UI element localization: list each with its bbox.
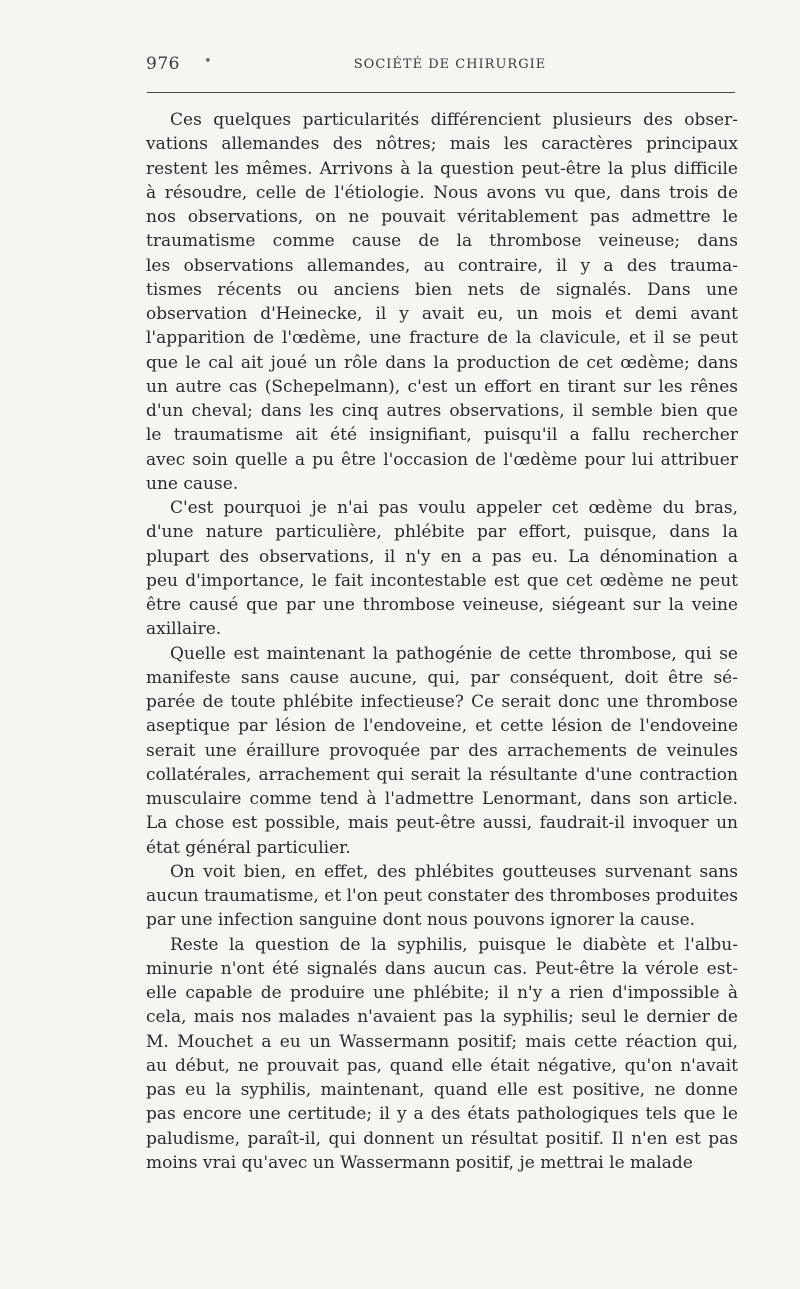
text-line: le traumatisme ait été insignifiant, puisqu'il a fallu rechercher — [146, 425, 738, 446]
text-line: elle capable de produire une phlébite; il n'y a rien d'impossible à — [146, 983, 738, 1003]
text-line: une cause. — [146, 473, 239, 494]
text-line: manifeste sans cause aucune, qui, par conséquent, doit être sé- — [146, 667, 738, 688]
text-line: musculaire comme tend à l'admettre Lenormant, dans son article. — [146, 789, 738, 809]
text-line: aseptique par lésion de l'endoveine, et cette lésion de l'endoveine — [146, 716, 738, 737]
text-line: un autre cas (Schepelmann), c'est un effort en tirant sur les rênes — [146, 376, 738, 397]
text-line: observation d'Heinecke, il y avait eu, un mois et demi avant — [146, 304, 738, 324]
header-rule — [147, 92, 735, 93]
text-line: Quelle est maintenant la pathogénie de cette thrombose, qui se — [170, 643, 738, 664]
body-text — [146, 108, 738, 1175]
paragraph — [146, 933, 738, 1176]
text-line: pas encore une certitude; il y a des états pathologiques tels que le — [146, 1104, 738, 1125]
header-mark: • — [204, 54, 212, 69]
text-line: nos observations, on ne pouvait véritablement pas admettre le — [146, 207, 738, 227]
paragraph — [146, 108, 738, 496]
text-line: d'un cheval; dans les cinq autres observations, il semble bien que — [146, 401, 738, 421]
paragraph — [146, 496, 738, 642]
text-line: parée de toute phlébite infectieuse? Ce serait donc une thrombose — [146, 692, 738, 712]
text-line: que le cal ait joué un rôle dans la production de cet œdème; dans — [146, 352, 738, 373]
text-line: avec soin quelle a pu être l'occasion de l'œdème pour lui attribuer — [146, 449, 738, 470]
text-line: à résoudre, celle de l'étiologie. Nous avons vu que, dans trois de — [146, 182, 738, 203]
text-line: plupart des observations, il n'y en a pas eu. La dénomination a — [146, 546, 738, 567]
text-line: état général particulier. — [146, 837, 351, 858]
text-line: serait une éraillure provoquée par des arrachements de veinules — [146, 740, 738, 761]
text-line: moins vrai qu'avec un Wassermann positif, je mettrai le malade — [146, 1152, 693, 1173]
text-line: minurie n'ont été signalés dans aucun cas. Peut-être la vérole est- — [146, 958, 738, 979]
text-line: peu d'importance, le fait incontestable est que cet œdème ne peut — [146, 570, 738, 591]
paragraph — [146, 860, 738, 933]
text-line: Reste la question de la syphilis, puisque le diabète et l'albu- — [170, 934, 738, 955]
text-line: On voit bien, en effet, des phlébites goutteuses survenant sans — [170, 861, 738, 882]
text-line: par une infection sanguine dont nous pouvons ignorer la cause. — [146, 910, 696, 931]
running-title: SOCIÉTÉ DE CHIRURGIE — [353, 57, 547, 72]
text-line: paludisme, paraît-il, qui donnent un résultat positif. Il n'en est pas — [146, 1128, 738, 1149]
text-line: aucun traumatisme, et l'on peut constater des thromboses produites — [146, 886, 738, 906]
text-line: tismes récents ou anciens bien nets de signalés. Dans une — [146, 279, 738, 300]
text-line: pas eu la syphilis, maintenant, quand elle est positive, ne donne — [146, 1080, 738, 1100]
text-line: La chose est possible, mais peut-être aussi, faudrait-il invoquer un — [146, 813, 738, 834]
text-line: C'est pourquoi je n'ai pas voulu appeler cet œdème du bras, — [170, 498, 738, 518]
text-line: traumatisme comme cause de la thrombose veineuse; dans — [146, 231, 738, 252]
text-line: d'une nature particulière, phlébite par effort, puisque, dans la — [146, 522, 738, 543]
text-line: être causé que par une thrombose veineuse, siégeant sur la veine — [146, 595, 738, 615]
page-number: 976 — [146, 54, 180, 74]
text-line: vations allemandes des nôtres; mais les caractères principaux — [146, 134, 738, 155]
text-line: au début, ne prouvait pas, quand elle était négative, qu'on n'avait — [146, 1055, 738, 1076]
paragraph — [146, 642, 738, 860]
text-line: axillaire. — [146, 619, 222, 640]
text-line: collatérales, arrachement qui serait la résultante d'une contraction — [146, 764, 738, 785]
text-line: les observations allemandes, au contraire, il y a des trauma- — [146, 255, 738, 276]
text-line: cela, mais nos malades n'avaient pas la syphilis; seul le dernier de — [146, 1007, 738, 1028]
text-line: restent les mêmes. Arrivons à la question peut-être la plus difficile — [146, 158, 738, 179]
page-header — [146, 54, 736, 78]
text-line: Ces quelques particularités différencient plusieurs des obser- — [170, 110, 738, 130]
text-line: M. Mouchet a eu un Wassermann positif; mais cette réaction qui, — [146, 1031, 738, 1052]
text-line: l'apparition de l'œdème, une fracture de la clavicule, et il se peut — [146, 328, 738, 349]
